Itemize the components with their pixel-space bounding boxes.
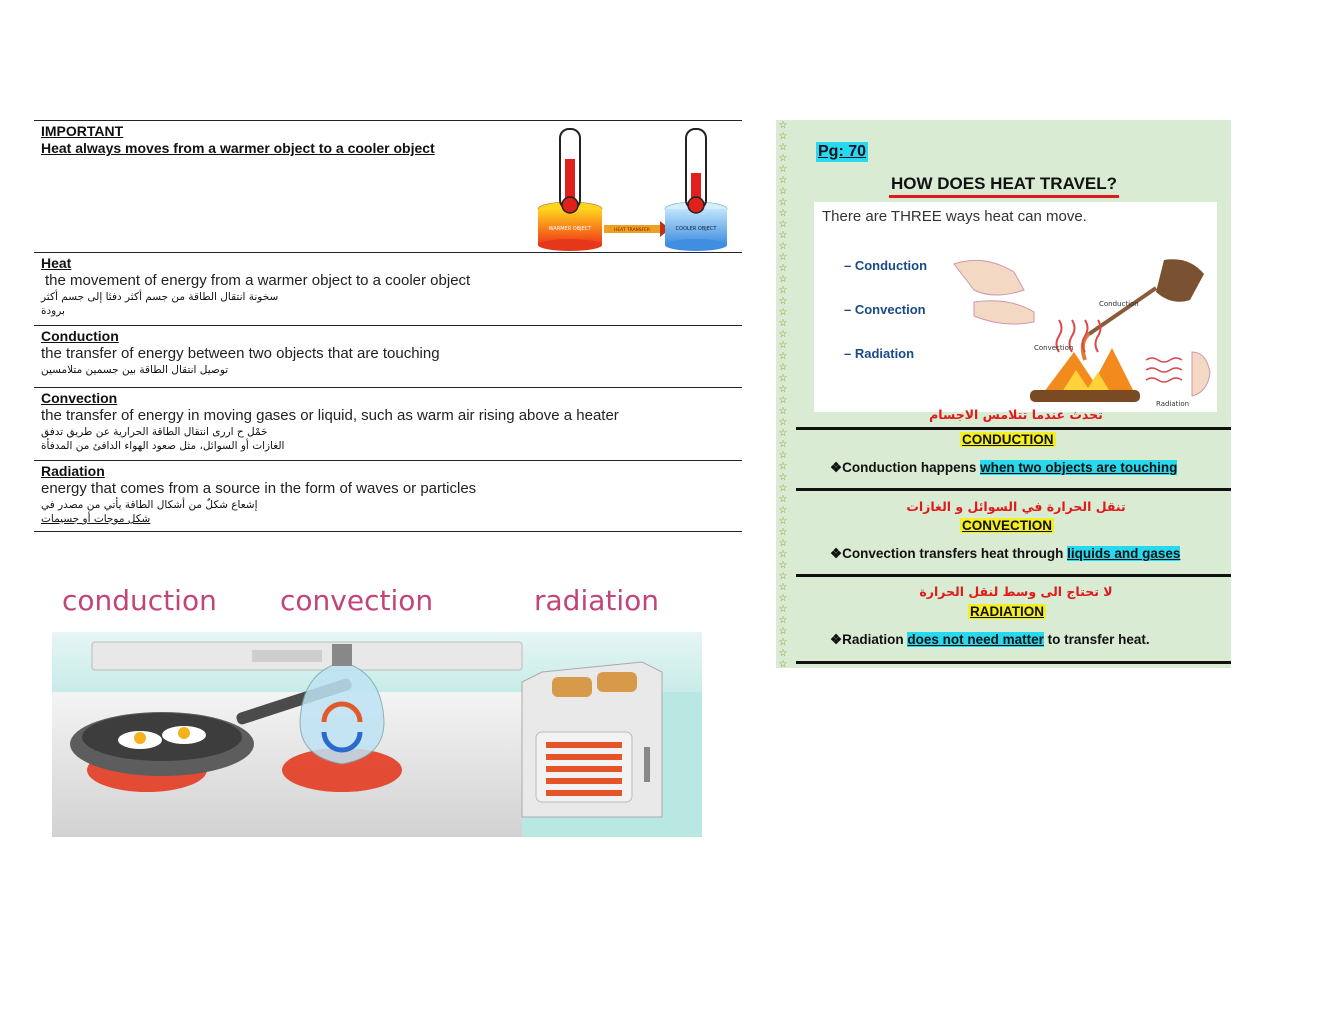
conduction-heading: CONDUCTION [962, 432, 1054, 447]
divider-1 [796, 427, 1231, 430]
diagram-tag-conduction: Conduction [1099, 300, 1139, 308]
important-statement: Heat always moves from a warmer object to a cooler object [41, 140, 435, 156]
radiation-arabic-line-2: شكل موجات أو جسيمات [41, 513, 151, 525]
star-border-decoration: ☆ ☆ ☆ ☆ ☆ ☆ ☆ ☆ ☆ ☆ ☆ ☆ ☆ ☆ ☆ ☆ ☆ ☆ ☆ ☆ ☆ ☆ ☆ ☆ ☆ ☆ ☆ ☆ ☆ ☆ ☆ ☆ ☆ ☆ ☆ ☆ ☆ ☆ ☆ ☆ ☆ ☆ ☆ ☆ ☆ ☆ ☆ ☆ ☆ ☆ [778, 120, 788, 668]
convection-highlight: liquids and gases [1067, 546, 1181, 561]
diagram-tag-convection: Convection [1034, 344, 1074, 352]
slide-title: HOW DOES HEAT TRAVEL? [889, 174, 1119, 198]
convection-arabic-line-2: الغازات أو السوائل، مثل صعود الهواء الدافئ من المدفأة [41, 440, 285, 452]
radiation-highlight: does not need matter [907, 632, 1044, 647]
convection-arabic-note: تنقل الحرارة في السوائل و الغازات [906, 499, 1126, 514]
important-row [34, 120, 742, 252]
page-number: Pg: 70 [818, 143, 867, 160]
thermometer-diagram [534, 125, 730, 251]
radiation-arabic-line-1: إشعاع شكلٌ من أشكال الطاقة يأتي من مصدر في [41, 499, 258, 511]
conduction-bullet: ❖Conduction happens when two objects are touching [830, 460, 1178, 475]
divider-4 [796, 661, 1231, 664]
heat-transfer-label: HEAT TRANSFER [614, 228, 650, 233]
three-ways-panel [814, 202, 1217, 412]
divider-2 [796, 488, 1231, 491]
convection-term: Convection [41, 390, 118, 406]
way-conduction: – Conduction [844, 258, 928, 273]
heat-arabic-line-1: سخونة انتقال الطاقة من جسم أكثر دفئا إلى جسم أكثر [41, 291, 279, 303]
stove-label-convection: convection [280, 584, 434, 617]
heat-travel-slide [776, 120, 1231, 668]
convection-bullet: ❖Convection transfers heat through liquids and gases [830, 546, 1181, 561]
important-heading: IMPORTANT [41, 123, 124, 139]
stove-label-radiation: radiation [534, 584, 660, 617]
heat-ways-illustration [934, 242, 1214, 410]
convection-heading: CONVECTION [962, 518, 1053, 533]
convection-row [34, 387, 742, 460]
cooler-object-label: COOLER OBJECT [675, 226, 717, 232]
warmer-object-label: WARMER OBJECT [548, 226, 592, 232]
conduction-arabic-note: تحدث عندما تتلامس الاجسام [929, 407, 1103, 422]
way-radiation: – Radiation [844, 346, 915, 361]
divider-3 [796, 574, 1231, 577]
radiation-heading: RADIATION [970, 604, 1044, 619]
conduction-term: Conduction [41, 328, 119, 344]
stove-label-conduction: conduction [62, 584, 217, 617]
radiation-arabic-note: لا تحتاج الى وسط لنقل الحرارة [919, 584, 1113, 599]
conduction-row [34, 325, 742, 387]
heat-row [34, 252, 742, 325]
heat-arabic-line-2: برودة [41, 305, 65, 317]
radiation-definition: energy that comes from a source in the form of waves or particles [41, 480, 477, 497]
heat-definitions-table [34, 120, 742, 532]
diagram-tag-radiation: Radiation [1156, 400, 1190, 408]
conduction-arabic: توصيل انتقال الطاقة بين جسمين متلامسين [41, 364, 229, 376]
way-convection: – Convection [844, 302, 926, 317]
radiation-bullet: ❖Radiation does not need matter to transfer heat. [830, 632, 1150, 647]
stove-heat-transfer-illustration [52, 572, 702, 837]
conduction-definition: the transfer of energy between two objects that are touching [41, 345, 440, 362]
conduction-highlight: when two objects are touching [980, 460, 1178, 475]
three-ways-intro: There are THREE ways heat can move. [822, 208, 1087, 225]
heat-definition: the movement of energy from a warmer object to a cooler object [45, 272, 471, 289]
convection-definition: the transfer of energy in moving gases or liquid, such as warm air rising above a heater [41, 407, 619, 424]
heat-term: Heat [41, 255, 72, 271]
radiation-row [34, 460, 742, 532]
convection-arabic-line-1: حَمْل ح اررى انتقال الطاقة الحرارية عن طريق تدفق [41, 426, 268, 438]
radiation-term: Radiation [41, 463, 105, 479]
